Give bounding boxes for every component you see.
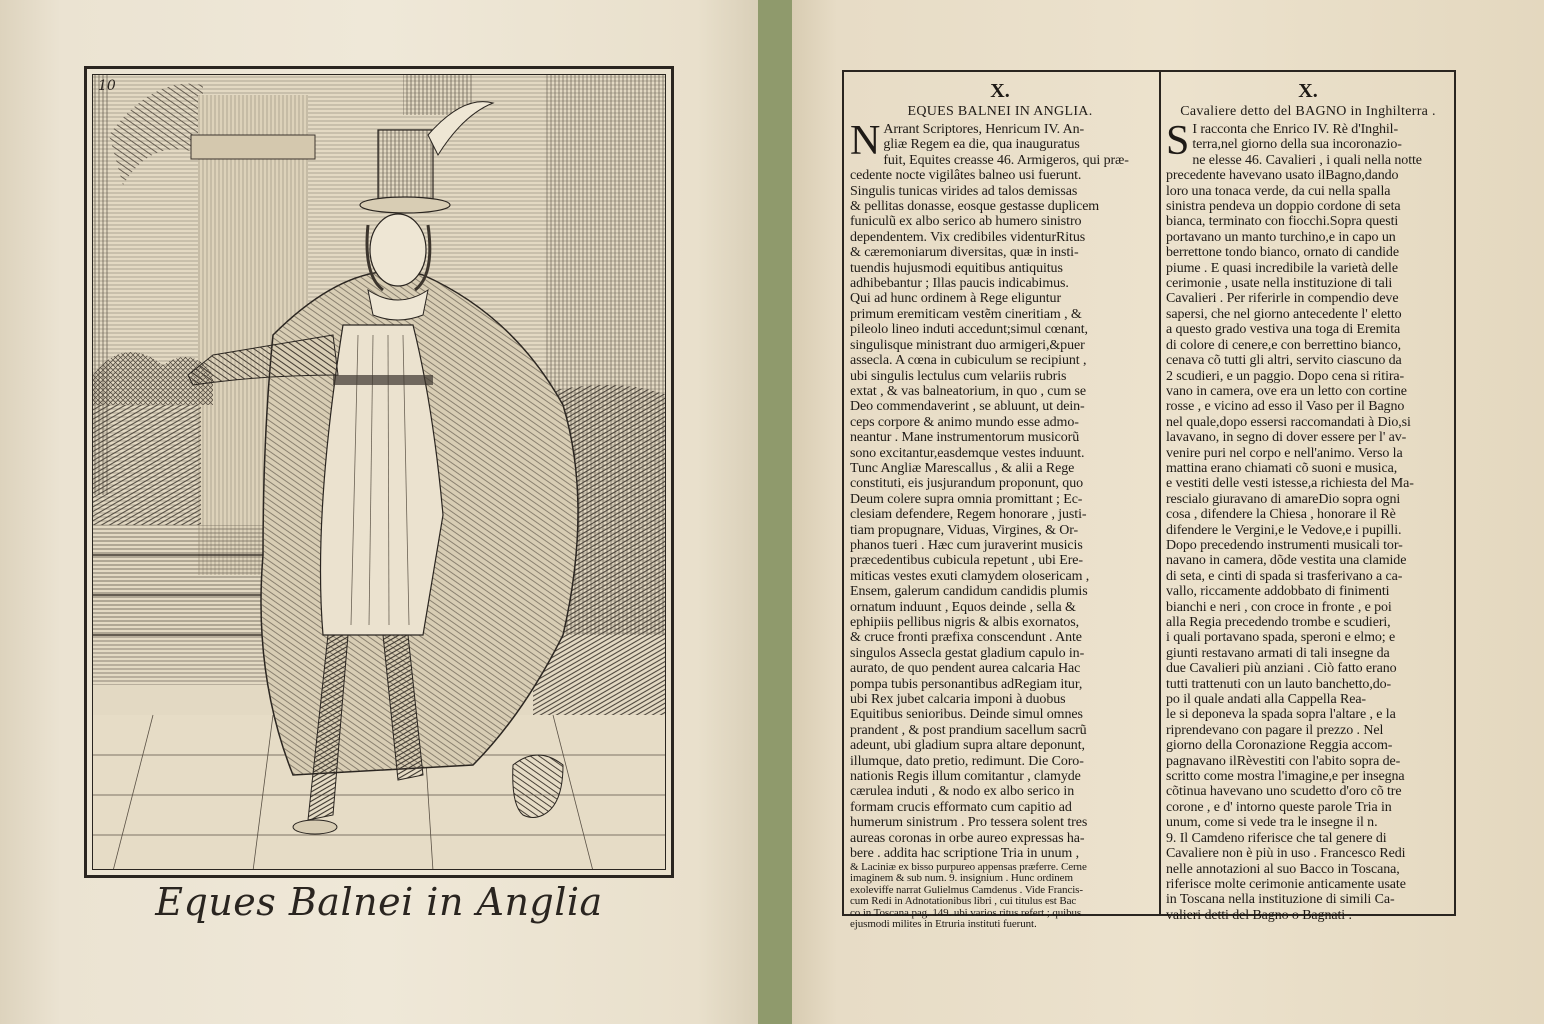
italian-text-line: alla Regia precedendo trombe e scudieri, [1166, 615, 1391, 630]
italian-text-line: due Cavalieri più anziani . Ciò fatto erano [1166, 661, 1397, 677]
italian-text-line: vano in camera, ove era un letto con cortine [1166, 383, 1407, 399]
latin-text-line: nationis Regis illum comitantur , clamyde [850, 769, 1081, 785]
italian-text-line: sinistra pendeva un doppio cordone di seta [1166, 199, 1401, 215]
latin-text-line: Equitibus senioribus. Deinde simul omnes [850, 707, 1083, 723]
latin-text-line: Arrant Scriptores, Henricum IV. An- [883, 122, 1085, 137]
latin-footnote-line: & Laciniæ ex bisso purpureo appensas præferre. Cerne [850, 861, 1087, 873]
italian-text-line: bianchi e neri , con croce in fronte , e poi [1166, 599, 1392, 615]
latin-text-line: sono excitantur,easdemque vestes induunt. [850, 445, 1085, 461]
italian-text-line: bianca, terminato con fiocchi.Sopra questi [1166, 214, 1399, 230]
latin-text-line: Singulis tunicas virides ad talos demissas [850, 183, 1078, 199]
italian-heading: X. [1298, 80, 1318, 102]
latin-footnote-line: exoleviffe narrat Gulielmus Camdenus . Vide Francis- [850, 884, 1083, 896]
latin-subheading: EQUES BALNEI IN ANGLIA. [907, 104, 1093, 119]
latin-heading: X. [990, 80, 1010, 102]
italian-dropcap: S [1166, 118, 1190, 164]
italian-text-line: 2 scudieri, e un paggio. Dopo cena si ritira- [1166, 368, 1405, 384]
latin-lines [850, 118, 1150, 862]
engraving-illustration [93, 75, 666, 870]
latin-text-line: & pellitas donasse, eosque gestasse duplicem [850, 199, 1100, 215]
latin-text-line: bere . addita hac scriptione Tria in unum , [850, 846, 1079, 862]
italian-text-line: di colore di cenere,e con berrettino bianco, [1166, 337, 1402, 353]
latin-footnote-line: co in Toscana pag. 149. ubi varios ritus refert ; quibus [850, 907, 1082, 919]
latin-text-line: ubi singulis lectulus cum velariis rubris [850, 368, 1067, 384]
engraving [92, 74, 666, 870]
latin-body [850, 118, 1150, 931]
latin-text-line: clesiam defendere, Regem honorare , justi- [850, 507, 1087, 523]
latin-text-line: Deum colere supra omnia promittant ; Ec- [850, 491, 1083, 507]
latin-text-line: cedente nocte vigilâtes balneo usi fuerunt. [850, 168, 1082, 184]
latin-text-line: pompa tubis personantibus adRegiam itur, [850, 676, 1083, 692]
latin-text-line: extat , & vas balneatorium, in quo , cum se [850, 383, 1086, 399]
italian-text-line: di seta, e cinti di spada si trasferivano a ca- [1166, 568, 1403, 584]
column-divider [1159, 70, 1161, 916]
latin-text-line: Ensem, galerum candidum candidis plumis [850, 584, 1088, 600]
latin-text-line: ubi Rex jubet calcaria imponi à duobus [850, 692, 1066, 708]
latin-text-line: aureas coronas in orbe aureo expressas ha- [850, 830, 1085, 846]
latin-text-line: neantur . Mane instrumentorum musicorũ [850, 430, 1080, 446]
italian-text-line: precedente havevano usato ilBagno,dando [1166, 168, 1399, 184]
italian-text-line: navano in camera, dõde vestita una clamide [1166, 553, 1407, 569]
plate-caption: Eques Balnei in Anglia [155, 880, 603, 924]
italian-text-line: portavano un manto turchino,e in capo un [1166, 229, 1396, 245]
italian-text-line: sapersi, che nel giorno antecedente l' eletto [1166, 306, 1402, 322]
book-spine-gutter [758, 0, 792, 1024]
latin-text-line: constituti, eis jusjurandum proponunt, quo [850, 476, 1084, 492]
italian-text-line: Cavaliere non è più in uso . Francesco Redi [1166, 846, 1406, 862]
latin-text-line: pileolo lineo induti accedunt;simul cœnant, [850, 322, 1088, 338]
latin-column [850, 80, 1150, 931]
latin-text-line: tiam propugnare, Viduas, Virgines, & Or- [850, 522, 1079, 538]
italian-text-line: corone , e d' intorno queste parole Tria in [1166, 799, 1392, 815]
italian-text-line: ne elesse 46. Cavalieri , i quali nella notte [1192, 152, 1422, 168]
latin-footnote-line: ejusmodi milites in Etruria instituti fuerunt. [850, 919, 1037, 931]
latin-text-line: humerum sinistrum . Pro tessera solent tres [850, 815, 1088, 831]
latin-text-line: dependentem. Vix credibiles videnturRitus [850, 229, 1086, 245]
italian-text-line: unum, come si vede tra le insegne il n. [1166, 815, 1378, 831]
latin-text-line: & cæremoniarum diversitas, quæ in insti- [850, 245, 1079, 261]
italian-text-line: po il quale andati alla Cappella Rea- [1166, 692, 1366, 708]
latin-text-line: illumque, dato pretio, redimunt. Die Coro- [850, 753, 1084, 769]
italian-text-line: cosa , difendere la Chiesa , honorare il Rè [1166, 507, 1396, 523]
latin-footnote-line: imaginem & sub num. 9. insignium . Hunc ordinem [850, 873, 1073, 885]
latin-text-line: adhibebantur ; Illas paucis indicabimus. [850, 276, 1069, 292]
italian-text-line: cerimonie , usate nella instituzione di tali [1166, 276, 1393, 292]
latin-footnote-line: cum Redi in Adnotationibus libri , cui titulus est Bac [850, 896, 1077, 908]
italian-text-line: valieri detti del Bagno o Bagnati . [1166, 907, 1352, 923]
latin-text-line: phanos tueri . Hæc cum juraverint musicis [850, 537, 1083, 553]
latin-text-line: adeunt, ubi gladium supra altare deponunt, [850, 738, 1085, 754]
latin-text-line: Deo commendaverint , se abluunt, ut dein- [850, 399, 1085, 415]
italian-text-line: scritto come mostra l'imagine,e per insegna [1166, 769, 1405, 785]
latin-text-line: formam crucis efformato cum capitio ad [850, 799, 1072, 815]
latin-text-line: assecla. A cœna in cubiculum se recipiunt , [850, 353, 1087, 369]
italian-text-line: 9. Il Camdeno riferisce che tal genere di [1166, 830, 1387, 846]
latin-text-line: primum eremiticam vestẽm cineritiam , & [850, 306, 1082, 322]
italian-text-line: giorno della Coronazione Reggia accom- [1166, 738, 1393, 754]
latin-text-line: singulisque ministrant duo armigeri,&puer [850, 337, 1085, 353]
italian-text-line: cõtinua havevano uno scudetto d'oro cõ tre [1166, 784, 1402, 800]
italian-text-line: giunti restavano armati di tali insegne da [1166, 645, 1390, 661]
italian-text-line: cenava cõ tutti gli altri, servito ciascuno da [1166, 353, 1402, 369]
italian-text-line: tutti trattenuti con un lauto banchetto,do- [1166, 676, 1392, 692]
latin-text-line: Qui ad hunc ordinem à Rege eliguntur [850, 291, 1062, 307]
italian-text-line: in Toscana nella instituzione di simili Ca- [1166, 892, 1395, 908]
latin-text-line: ephipiis pellibus nigris & albis exornatos, [850, 615, 1080, 630]
italian-text-line: le si deponeva la spada sopra l'altare , e la [1166, 707, 1396, 723]
italian-text-line: e vestiti delle vesti istesse,a richiesta del Ma- [1166, 476, 1414, 492]
italian-text-line: riferisce molte cerimonie anticamente usate [1166, 876, 1406, 892]
latin-text-line: fuit, Equites creasse 46. Armigeros, qui præ- [883, 152, 1129, 168]
italian-text-line: berrettone tondo bianco, ornato di candide [1166, 245, 1399, 261]
latin-text-line: tuendis hujusmodi equitibus antiquitus [850, 260, 1063, 276]
latin-text-line: cærulea induti , & nodo ex albo serico in [850, 784, 1075, 800]
italian-text-line: a questo grado vestiva una toga di Eremita [1166, 322, 1401, 338]
italian-text-line: difendere le Vergini,e le Vedove,e i pupilli. [1166, 522, 1402, 538]
italian-text-line: nelle annotazioni al suo Bacco in Toscana, [1166, 861, 1400, 877]
latin-text-line: prandent , & post prandium sacellum sacrũ [850, 722, 1087, 738]
italian-text-line: I racconta che Enrico IV. Rè d'Inghil- [1192, 122, 1399, 137]
italian-text-line: piume . E quasi incredibile la varietà delle [1166, 260, 1398, 276]
italian-text-line: Cavalieri . Per riferirle in compendio deve [1166, 291, 1399, 307]
italian-column [1166, 80, 1450, 923]
italian-text-line: venire puri nel corpo e nell'animo. Verso la [1166, 445, 1403, 461]
latin-text-line: miticas vestes exuti clamydem olosericam , [850, 568, 1090, 584]
latin-text-line: aurato, de quo pendent aurea calcaria Hac [850, 661, 1081, 677]
latin-text-line: funiculũ ex albo serico ab humero sinistro [850, 214, 1082, 230]
italian-text-line: loro una tonaca verde, da cui nella spalla [1166, 183, 1391, 199]
latin-text-line: ceps corpore & animo mundo esse admo- [850, 414, 1079, 430]
italian-text-line: rescialo giuravano di amareDio sopra ogni [1166, 491, 1401, 507]
italian-body [1166, 118, 1450, 923]
latin-dropcap: N [850, 118, 881, 164]
italian-text-line: mattina erano chiamati cõ suoni e musica, [1166, 460, 1398, 476]
italian-text-line: Dopo precedendo instrumenti musicali tor- [1166, 537, 1403, 553]
italian-text-line: i quali portavano spada, speroni e elmo; e [1166, 630, 1396, 646]
latin-text-line: ornatum induunt , Equos deinde , sella & [850, 599, 1076, 615]
plate-number: 10 [98, 78, 116, 94]
latin-text-line: & cruce fronti præfixa conscendunt . Ante [850, 630, 1082, 646]
latin-text-line: gliæ Regem ea die, qua inauguratus [883, 137, 1080, 153]
latin-text-line: singulos Assecla gestat gladium capulo in- [850, 645, 1085, 661]
italian-text-line: rosse , e vicino ad esso il Vaso per il Bagno [1166, 399, 1405, 415]
italian-text-line: riprendevano con pagare il prezzo . Nel [1166, 722, 1384, 738]
latin-text-line: præcedentibus cubicula repetunt , ubi Ere- [850, 553, 1083, 569]
italian-text-line: terra,nel giorno della sua incoronazio- [1192, 137, 1402, 153]
italian-lines [1166, 118, 1450, 923]
italian-text-line: vallo, riccamente addobbato di finimenti [1166, 584, 1390, 600]
italian-subheading: Cavaliere detto del BAGNO in Inghilterra . [1180, 104, 1436, 119]
italian-text-line: nel quale,dopo essersi raccomandati à Dio,si [1166, 414, 1411, 430]
italian-text-line: pagnavano ilRèvestiti con l'abito sopra de- [1166, 753, 1401, 769]
latin-notes [850, 862, 1150, 932]
latin-text-line: Tunc Angliæ Marescallus , & alii a Rege [850, 460, 1075, 476]
italian-text-line: lavavano, in segno di dover essere per l' av- [1166, 430, 1407, 446]
